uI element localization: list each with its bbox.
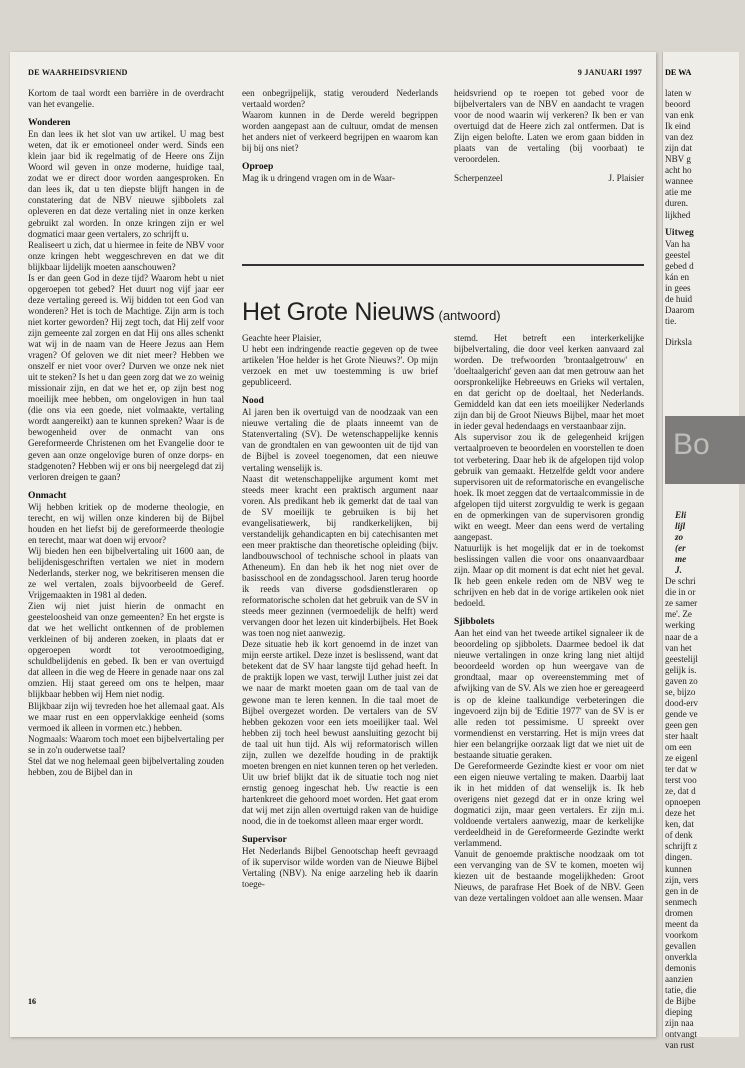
text-line: J. — [675, 565, 682, 576]
paragraph: heidsvriend op te roepen tot gebed voor de bijbelvertalers van de NBV en aandacht te vragen voor de nood waarin wij verkeren? Ik ben er van overtuigd dat de Heere zich zal ontfermen. Dat is Zijn eigen belofte. Laten we erom gaan bidden in plaats van de vertaling (bij voorbaat) te veroordelen. — [454, 88, 644, 165]
text-line: schrijft z — [665, 841, 698, 852]
text-line: zijn, vers — [665, 874, 699, 885]
page-number: 16 — [28, 997, 36, 1006]
text-line: ze, dat d — [665, 786, 696, 797]
text-line: meent da — [665, 918, 699, 929]
paragraph: De Gereformeerde Gezindte kiest er voor om niet een eigen nieuwe vertaling te maken. Daarbij laat ik in het midden of dat wenselijk is. Ik heb overigens niet gezegd dat er in onze kring wel dogmatici zijn, maar geen vertalers. Er zijn m.i. voldoende vertalers aanwezig, maar de kerkelijke verdeeldheid in de Gereformeerde Gezindte werkt verlammend. — [454, 760, 644, 849]
paragraph: Het Nederlands Bijbel Genootschap heeft gevraagd of ik supervisor wilde worden van de Nieuwe Bijbel Vertaling (NBV). Na enige aarzeling heb ik daarin toege- — [242, 846, 438, 890]
text-line: NBV g — [665, 154, 691, 165]
text-line: aanzien — [665, 973, 693, 984]
text-line: gevallen — [665, 940, 696, 951]
text-line: in gees — [665, 282, 691, 293]
text-line: om een — [665, 741, 692, 752]
paragraph: Natuurlijk is het mogelijk dat er in de toekomst beslissingen vallen die voor ons onaanvaardbaar zijn. Maar op dit moment is dat echt niet het geval. Ik heb geen enkele reden om de NBV weg te schrijven en heb dat in de vorige artikelen ook niet bedoeld. — [454, 542, 644, 609]
text-line: ze samer — [665, 598, 698, 609]
paragraph: stemd. Het betreft een interkerkelijke bijbelvertaling, die door veel kerken aanvaard zal worden. De trefwoorden 'brontaalgetrouw' en 'doeltaalgericht' geven aan dat men getrouw aan het oorspronkelijke Hebreeuws en Grieks wil vertalen, en dat gericht op de doeltaal, het Nederlands. Gemiddeld kan dat een iets moeilijker Nederlands zijn dan bij de Groot Nieuws Bijbel, maar het moet in ieder geval hedendaags en verstaanbaar zijn. — [454, 333, 644, 432]
text-line: of denk — [665, 830, 693, 841]
paragraph: Zien wij niet juist hierin de onmacht en geesteloosheid van onze gemeenten? En het ergste is dat we het wellicht ontkennen of de problemen verkleinen of bij anderen zoeken, in plaats dat er opgeroepen wordt tot verootmoediging, schuldbelijdenis en gebed. Ik ben er van overtuigd dat alleen in die weg de Heere in genade naar ons zal omzien. Hij staat gereed om ons te helpen, maar blijkbaar hebben wij Hem niet nodig. — [28, 601, 224, 700]
next-page-header: DE WA — [665, 68, 692, 77]
next-page-box-text: Bo — [673, 428, 710, 461]
text-line: zo — [675, 532, 684, 543]
next-page-column-bottom — [665, 510, 700, 1051]
text-line: Ik eind — [665, 121, 691, 132]
issue-date: 9 JANUARI 1997 — [577, 68, 642, 77]
section-heading: Uitweg — [665, 226, 694, 238]
text-line: dingen. — [665, 852, 693, 863]
next-page-edge — [662, 52, 739, 1051]
text-line: acht ho — [665, 165, 692, 176]
text-line: zijn naa — [665, 1018, 694, 1029]
signer: Dirksla — [665, 336, 692, 347]
section-heading: Sjibbolets — [454, 616, 495, 628]
magazine-page — [10, 52, 656, 1037]
paragraph: Nogmaals: Waarom toch moet een bijbelvertaling per se in zo'n ouderwetse taal? — [28, 733, 224, 755]
text-line: me — [675, 554, 687, 565]
text-line: geestel — [665, 249, 691, 260]
paragraph: Deze situatie heb ik kort genoemd in de inzet van mijn eerste artikel. Deze inzet is beslissend, want dat betekent dat de SV haar langste tijd gehad heeft. In de praktijk lopen we vast, terwijl Luther juist zei dat we naar de markt moeten gaan om de taal van de gewone man te leren kennen. In die taal moet de Bijbel overgezet worden. De vertalers van de SV hebben gekozen voor een iets moeilijker taal. Wel hebben zij toch heel bewust aansluiting gezocht bij de taal uit hun tijd. Als wij reformatorisch willen zijn, zullen we dezelfde houding in de praktijk moeten brengen en niet kunnen teren op het verleden. — [242, 639, 438, 771]
text-line: naar de a — [665, 631, 698, 642]
signature-author: J. Plaisier — [608, 173, 644, 184]
paragraph: Naast dit wetenschappelijke argument komt met steeds meer kracht een praktisch argument naar voren. Als predikant heb ik gemerkt dat de taal van de SV moeilijk te gebruiken is bij het evangelisatiewerk, bij randkerkelijken, bij verstandelijk gehandicapten en bij catechisanten met een meer praktische dan theoretische opleiding (bijv. landbouwschool of technische school in plaats van Atheneum). En dan heb ik het nog niet over de basisschool en de zondagsschool. Jaren terug hoorde ik reeds van diverse godsdienstleraren op reformatorische scholen dat het gebruik van de SV in steeds meer gezinnen (vermoedelijk de helft) werd vervangen door het lezen uit kinderbijbels. Het Boek was toen nog niet aanwezig. — [242, 473, 438, 639]
text-line: gaven zo — [665, 675, 698, 686]
paragraph: Mag ik u dringend vragen om in de Waar- — [242, 173, 395, 184]
column-1 — [28, 88, 224, 778]
text-line: gen in de — [665, 885, 699, 896]
text-line: demonis — [665, 962, 696, 973]
paragraph: Is er dan geen God in deze tijd? Waarom hebt u niet opgeroepen tot gebed? Het duurt nog vijf jaar eer deze vertaling gereed is. Wij bidden tot een God van wonderen? Het is toch de Machtige. Zijn arm is toch niet korter geworden? Hij zegt toch, dat Hij zelf voor zijn gemeente zal zorgen en dat Hij ons alles schenkt wat wij in de naam van de Heere Jezus aan Hem vragen? Of geloven we dit niet meer? Hebben we onszelf er niet voor over? Durven we onze nek niet uit te steken? Is het u dan geen zorg dat we zo weinig missionair zijn, en dat we het er, op zijn best nog moeilijk mee hebben, om ongelovigen in hun taal (die ons via een goede, niet volmaakte, vertaling wordt aangereikt) aan te kunnen spreken? Waar is de bewogenheid over de onmacht van ons Gereformeerde Christenen om het Evangelie door te geven aan onze ongelovige buren of onze dorps- en stadgenoten? Hebben wij er ons bij neergelegd dat zij verloren dreigen te gaan? — [28, 272, 224, 482]
text-line: Eli — [675, 510, 687, 520]
paragraph: Wij hebben kritiek op de moderne theologie, en terecht, en wij willen onze kinderen bij de Bijbel houden en het liefst bij de gereformeerde theologie en terecht, maar wat doen wij ervoor? — [28, 501, 224, 545]
text-line: werking — [665, 620, 695, 631]
text-line: duren. — [665, 198, 689, 209]
article-title: Het Grote Nieuws — [242, 298, 435, 326]
text-line: beoord — [665, 99, 691, 110]
text-line: de Bijbe — [665, 996, 696, 1007]
text-line: kán en — [665, 271, 690, 282]
paragraph: Uit uw brief blijkt dat ik de situatie toch nog niet ernstig genoeg ingeschat heb. Uw reactie is een hartenkreet die gehoord moet worden. Het gaat erom dat wij met zijn allen overtuigd raken van de huidige nood, die in de toekomst alleen maar erger wordt. — [242, 771, 438, 827]
text-line: onverkla — [665, 951, 697, 962]
column-3 — [454, 333, 644, 904]
paragraph: een onbegrijpelijk, statig verouderd Nederlands vertaald worden? — [242, 88, 438, 110]
text-line: Van ha — [665, 238, 691, 249]
column-2 — [242, 333, 438, 890]
text-line: geestelijl — [665, 653, 698, 664]
paragraph: Al jaren ben ik overtuigd van de noodzaak van een nieuwe vertaling die de plaats inneemt van de Statenvertaling (SV). De wetenschappelijke kennis van de grondtalen en van gewoonten uit de tijd van de Bijbel is zoveel toegenomen, dat een nieuwe vertaling wenselijk is. — [242, 407, 438, 473]
paragraph: Als supervisor zou ik de gelegenheid krijgen vertaalproeven te beoordelen en voorstellen te doen tot verbetering. Daar heb ik de afgelopen tijd volop gebruik van gemaakt. Hetzelfde geldt voor andere supervisoren uit de reformatorische en evangelische hoek. Ik moet zeggen dat de vertaalcommissie in de afgelopen tijd uiterst zorgvuldig te werk is gegaan en de opmerkingen van de supervisoren grondig wikt en weegt. Meer dan eens werd de vertaling aangepast. — [454, 432, 644, 542]
section-divider — [242, 264, 644, 266]
text-line: ster haalt — [665, 730, 699, 741]
text-line: wannee — [665, 176, 693, 187]
text-line: zijn dat — [665, 143, 693, 154]
letter-ending — [454, 88, 644, 184]
next-page-column — [665, 88, 694, 348]
text-line: gebed d — [665, 260, 694, 271]
text-line: ter dat w — [665, 764, 697, 775]
text-line: ken, dat — [665, 819, 694, 830]
text-line: die in or — [665, 587, 696, 598]
text-line: gende ve — [665, 708, 698, 719]
section-heading: Oproep — [242, 161, 274, 173]
paragraph: Vanuit de genoemde praktische noodzaak om tot een vervanging van de SV te komen, moeten wij kiezen uit de bestaande mogelijkheden: Groot Nieuws, de parafrase Het Boek of de NBV. Geen van deze vertalingen voldoet aan alle wensen. Maar — [454, 849, 644, 904]
paragraph: Stel dat we nog helemaal geen bijbelvertaling zouden hebben, zou de Bijbel dan in — [28, 755, 224, 777]
text-line: voorkom — [665, 929, 698, 940]
text-line: laten w — [665, 88, 692, 98]
paragraph: Blijkbaar zijn wij tevreden hoe het allemaal gaat. Als we maar rust en een oppervlakkige eenheid (soms vermoed ik alleen in vormen etc.) hebben. — [28, 700, 224, 733]
paragraph: Wij bieden hen een bijbelvertaling uit 1600 aan, de belijdenisgeschriften vertalen we niet in modern Nederlands, sterker nog, we bekritiseren mensen die ze wel vertalen, zoals bijvoorbeeld de Geref. Vrijgemaakten in 1981 al deden. — [28, 545, 224, 601]
article-headline — [242, 298, 501, 327]
text-line: opnoepen — [665, 797, 701, 808]
section-heading: Nood — [242, 395, 264, 407]
text-line: (er — [675, 543, 686, 554]
paragraph: Waarom kunnen in de Derde wereld begrippen worden aangepast aan de cultuur, omdat de mensen het anders niet of verkeerd begrijpen en waarom kan bij bij ons niet? — [242, 110, 438, 154]
text-line: dromen — [665, 907, 693, 918]
text-line: tie. — [665, 315, 677, 326]
text-line: gelijk is. — [665, 664, 697, 675]
section-heading: Supervisor — [242, 834, 287, 846]
text-line: dood-erv — [665, 697, 698, 708]
text-line: de huid — [665, 293, 693, 304]
text-line: terst voo — [665, 775, 697, 786]
text-line: van dez — [665, 132, 694, 143]
text-line: Daarom — [665, 304, 695, 315]
article-title-suffix: (antwoord) — [438, 308, 501, 323]
section-heading: Wonderen — [28, 117, 71, 129]
text-line: kunnen — [665, 863, 692, 874]
text-line: van het — [665, 642, 692, 653]
text-line: De schri — [665, 576, 696, 587]
letter-continuation — [242, 88, 438, 184]
paragraph: En dan lees ik het slot van uw artikel. U mag best weten, dat ik er emotioneel onder werd. Sinds een klein jaar bid ik regelmatig of de Heere ons Zijn Woord wil geven in onze moderne, huidige taal, zodat we er direct door worden aangesproken. En dan lees ik, dat u ten diepste blijft hangen in de constatering dat de NBV nieuwe sjibbolets zal opleveren en dat deze vertaling niet in onze kerken gebruikt zal worden. In onze kringen zijn er wel dogmatici maar geen vertalers, zo schrijft u. — [28, 129, 224, 239]
text-line: senmech — [665, 896, 697, 907]
text-line: me'. Ze — [665, 609, 692, 620]
text-line: van enk — [665, 110, 694, 121]
text-line: tatie, die — [665, 985, 697, 996]
text-line: ontvangt — [665, 1029, 697, 1040]
text-line: lijl — [675, 521, 686, 532]
paragraph: Realiseert u zich, dat u hiermee in feite de NBV voor onze kringen hebt weggeschreven en dat we dit blijkbaar lijdelijk moeten aanschouwen? — [28, 239, 224, 272]
letter-signature — [454, 173, 644, 184]
text-line: geen gen — [665, 719, 698, 730]
intro-paragraph: U hebt een indringende reactie gegeven op de twee artikelen 'Hoe helder is het Grote Nieuws?'. Op mijn verzoek en met uw toestemming is uw brief gepubliceerd. — [242, 344, 438, 388]
text-line: lijkhed — [665, 209, 691, 220]
text-line: ze eigenl — [665, 753, 698, 764]
magazine-name: DE WAARHEIDSVRIEND — [28, 68, 128, 77]
text-line: deze het — [665, 808, 696, 819]
text-line: van rust — [665, 1040, 695, 1051]
paragraph: Aan het eind van het tweede artikel signaleer ik de beoordeling op sjibbolets. Daarmee bedoel ik dat nieuwe vertalingen in onze kring lang niet altijd beoordeeld worden op hun weergave van de grondtaal, maar op overeenstemming met of afwijking van de SV. Als we zien hoe er gereageerd is op de kleine taalkundige verbeteringen die ingevoerd zijn bij de 'Editie 1977' van de SV is er alle reden tot pessimisme. U spreekt over vormendienst en verstarring. Het is mijn vrees dat hier een belangrijke oorzaak ligt dat we niet uit de bestaande situatie geraken. — [454, 628, 644, 760]
next-page-box — [665, 416, 745, 484]
signature-place: Scherpenzeel — [454, 173, 503, 184]
greeting: Geachte heer Plaisier, — [242, 333, 322, 343]
section-heading: Onmacht — [28, 489, 67, 501]
text-line: se, bijzo — [665, 686, 696, 697]
text-line: dieping — [665, 1007, 693, 1018]
intro-paragraph: Kortom de taal wordt een barrière in de overdracht van het evangelie. — [28, 88, 224, 110]
text-line: atie me — [665, 187, 692, 198]
